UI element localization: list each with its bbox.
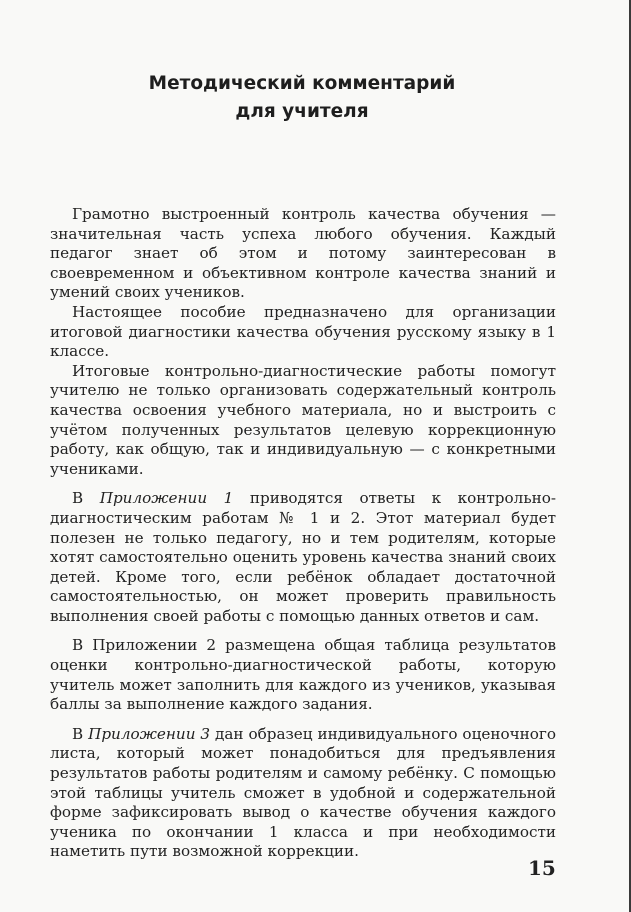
paragraph-6 (50, 725, 556, 862)
paragraph-1: Грамотно выстроенный контроль качества обучения — значительная часть успеха любого обучения. Каждый педагог знает об этом и потому заинтересован в своевременном и объективном контроле качества знаний и умений своих учеников. (50, 205, 556, 302)
page-title-line-2: для учителя (235, 101, 369, 122)
appendix-3-reference: Приложении 3 (88, 724, 211, 743)
body-text (50, 205, 556, 862)
page-title-line-1: Методический комментарий (148, 73, 456, 94)
paragraph-6-text: дан образец индивидуального оценочного листа, который может понадобиться для предъявления результатов работы родителям и самому ребёнку. С помощью этой таблицы учитель сможет в удобной и содержательной форме зафиксировать вывод о качестве обучения каждого ученика по окончании 1 класса и при необходимости наметить пути возможной коррекции. (50, 724, 557, 861)
paragraph-4 (50, 489, 556, 626)
paragraph-4-text: приводятся ответы к контрольно-диагностическим работам № 1 и 2. Этот материал будет полезен не только педагогу, но и тем родителям, которые хотят самостоятельно оценить уровень качества знаний своих детей. Кроме того, если ребёнок обладает достаточной самостоятельностью, он может проверить правильность выполнения своей работы с помощью данных ответов и сам. (50, 489, 556, 625)
appendix-1-reference: Приложении 1 (99, 489, 234, 508)
paragraph-3: Итоговые контрольно-диагностические работы помогут учителю не только организовать содержательный контроль качества освоения учебного материала, но и выстроить с учётом полученных результатов целевую коррекционную работу, как общую, так и индивидуальную — с конкретными учениками. (50, 361, 556, 478)
paragraph-5: В Приложении 2 размещена общая таблица результатов оценки контрольно-диагностической работы, которую учитель может заполнить для каждого из учеников, указывая баллы за выполнение каждого задания. (50, 636, 556, 714)
page-number: 15 (528, 856, 556, 880)
paragraph-2: Настоящее пособие предназначено для организации итоговой диагностики качества обучения русскому языку в 1 классе. (50, 302, 556, 361)
paragraph-4-lead: В (72, 489, 100, 508)
paragraph-6-lead: В (72, 724, 89, 743)
